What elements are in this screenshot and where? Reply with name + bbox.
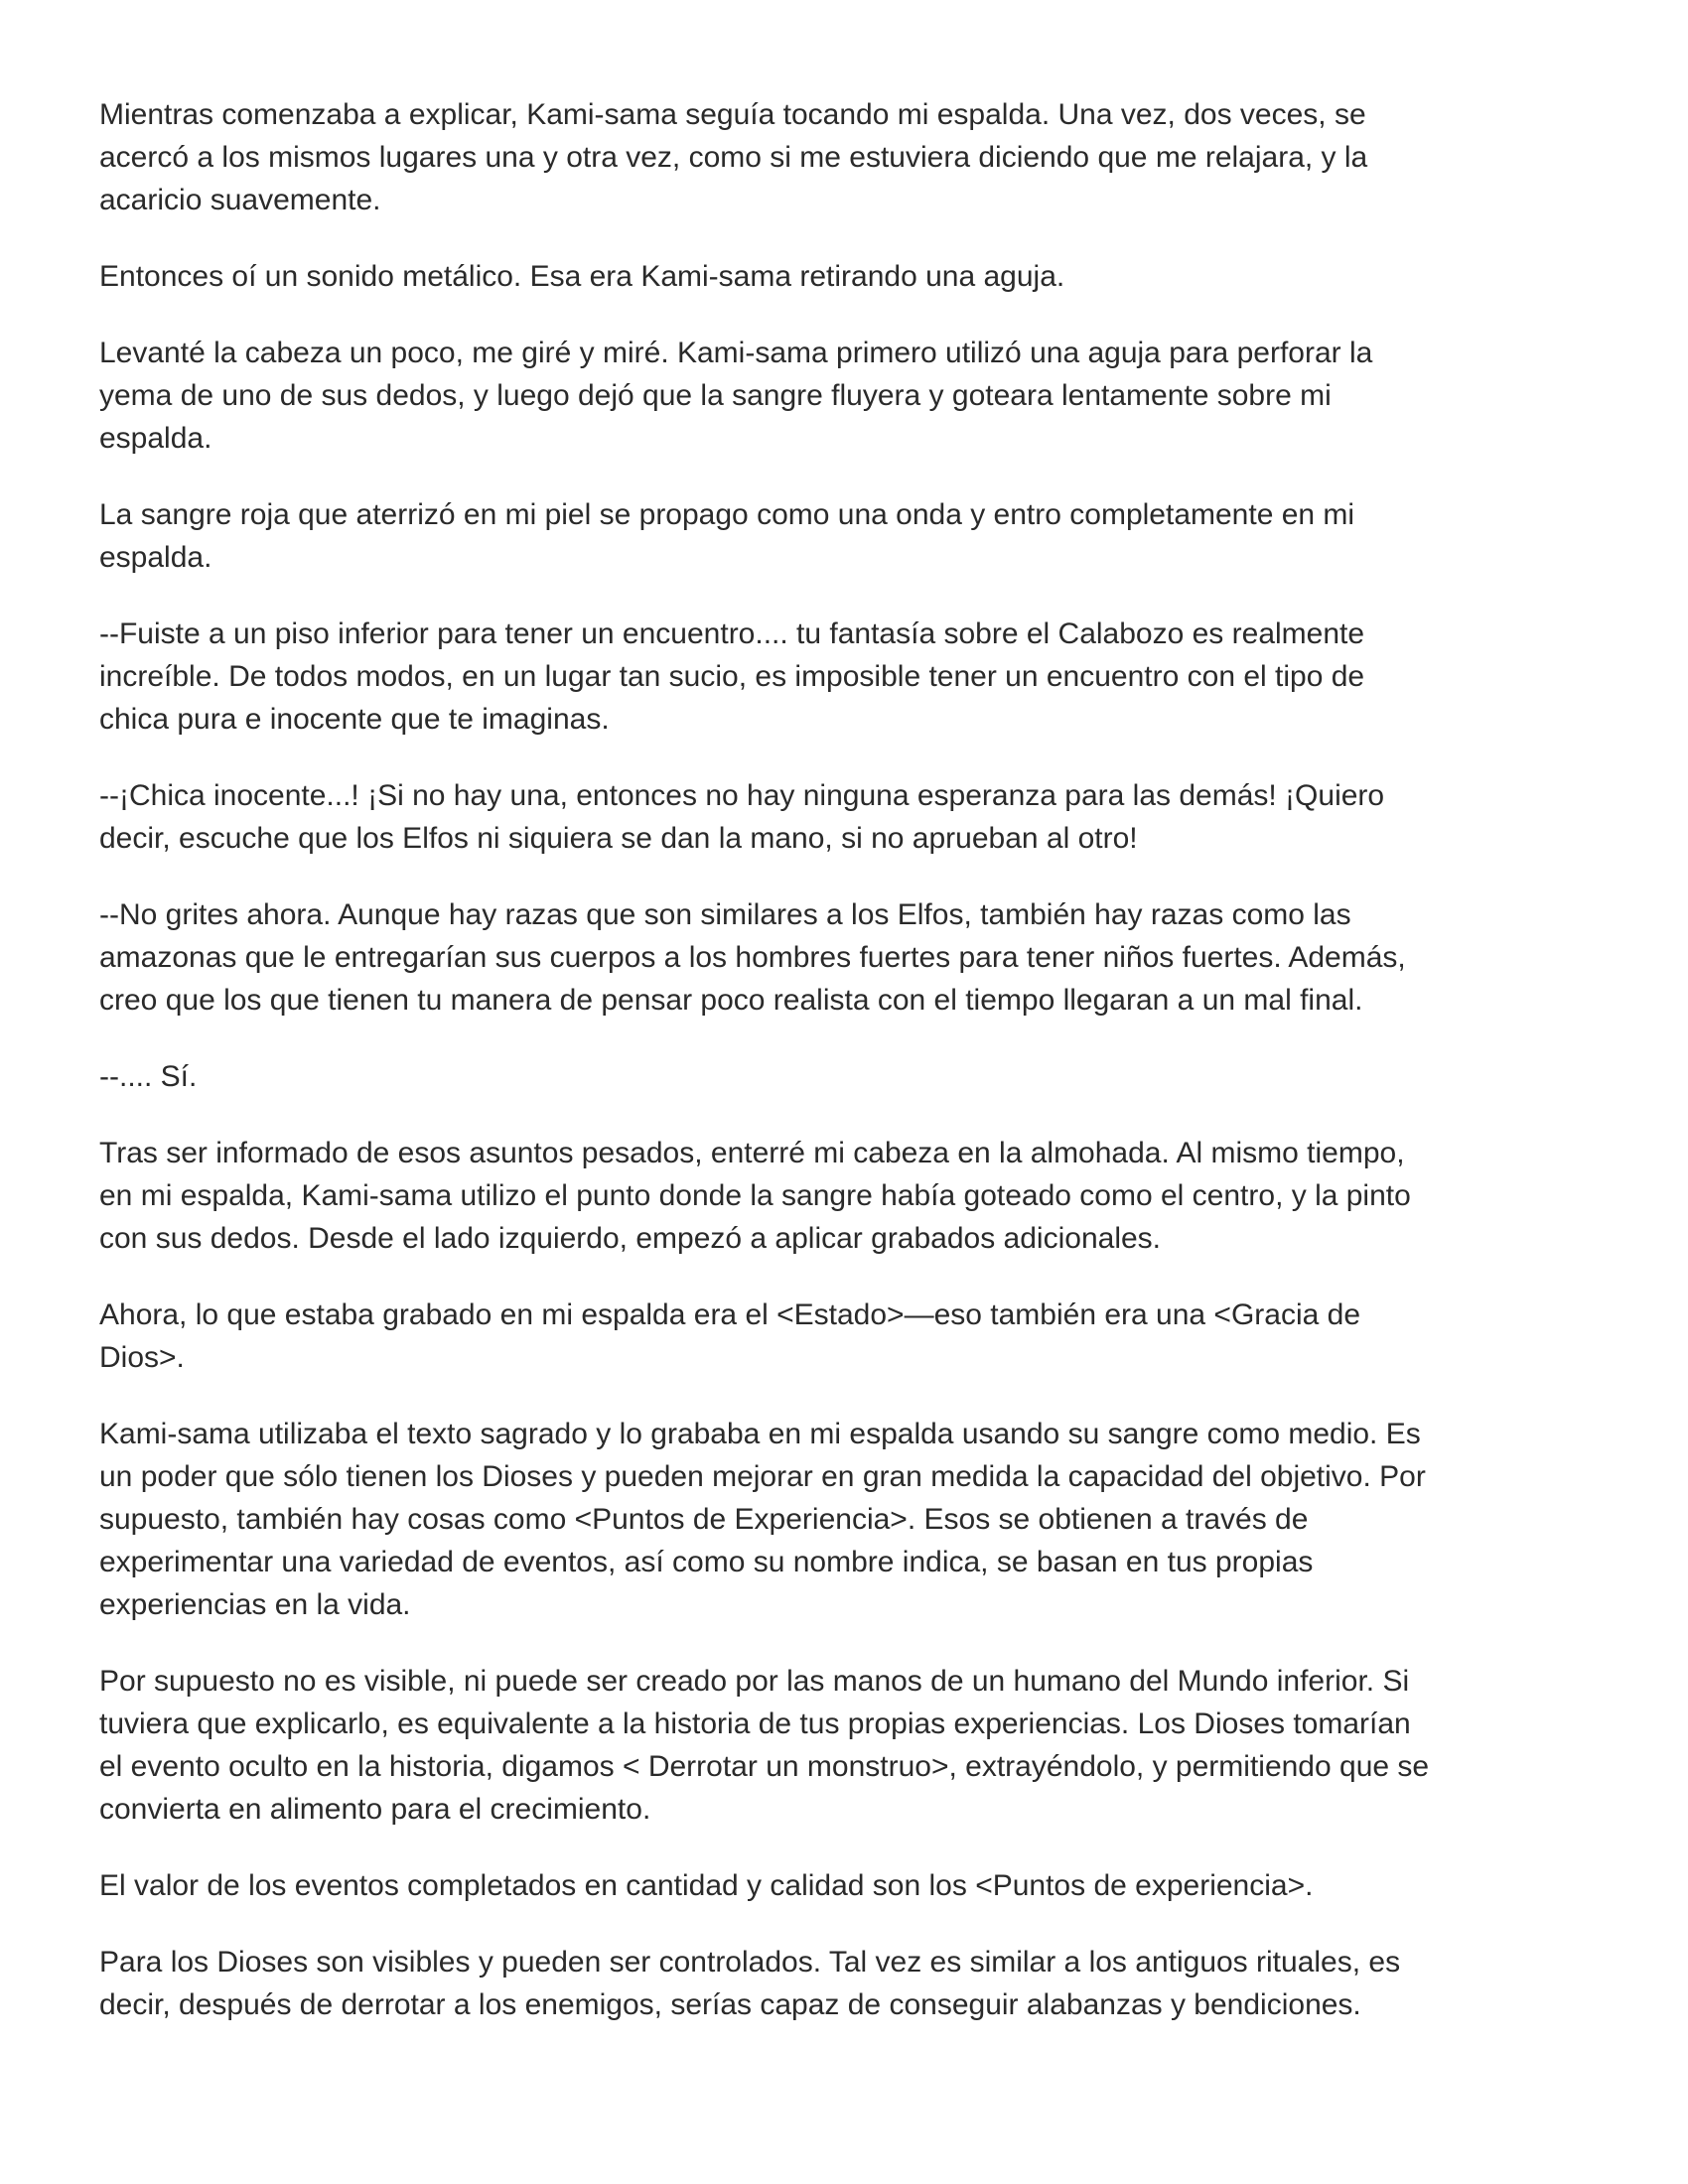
paragraph [99,255,1628,298]
text-line: creo que los que tienen tu manera de pensar poco realista con el tiempo llegaran a un mal final. [99,984,1363,1017]
text-line: con sus dedos. Desde el lado izquierdo, empezó a aplicar grabados adicionales. [99,1222,1161,1255]
paragraph [99,1864,1628,1907]
text-line: --Fuiste a un piso inferior para tener un encuentro.... tu fantasía sobre el Calabozo es realmente [99,617,1365,650]
text-line: Kami-sama utilizaba el texto sagrado y lo grababa en mi espalda usando su sangre como medio. Es [99,1418,1421,1450]
paragraph [99,1941,1628,2026]
text-line: chica pura e inocente que te imaginas. [99,703,610,736]
text-line: amazonas que le entregarían sus cuerpos a los hombres fuertes para tener niños fuertes. Además, [99,941,1406,974]
text-line: Levanté la cabeza un poco, me giré y miré. Kami-sama primero utilizó una aguja para perforar la [99,337,1373,369]
text-line: el evento oculto en la historia, digamos < Derrotar un monstruo>, extrayéndolo, y permitiendo que se [99,1750,1430,1783]
text-line: --.... Sí. [99,1060,198,1093]
text-line: Por supuesto no es visible, ni puede ser creado por las manos de un humano del Mundo inferior. Si [99,1665,1410,1698]
document-page [99,93,1628,2060]
text-line: supuesto, también hay cosas como <Puntos de Experiencia>. Esos se obtienen a través de [99,1503,1309,1536]
text-line: tuviera que explicarlo, es equivalente a la historia de tus propias experiencias. Los Dioses tomarían [99,1707,1411,1740]
text-line: decir, después de derrotar a los enemigos, serías capaz de conseguir alabanzas y bendiciones. [99,1988,1361,2021]
paragraph [99,93,1628,221]
text-line: acaricio suavemente. [99,184,381,216]
text-line: Ahora, lo que estaba grabado en mi espalda era el <Estado>—eso también era una <Gracia de [99,1298,1361,1331]
text-line: experiencias en la vida. [99,1588,411,1621]
text-line: en mi espalda, Kami-sama utilizo el punto donde la sangre había goteado como el centro, y la pinto [99,1179,1411,1212]
paragraph [99,1294,1628,1379]
text-line: Mientras comenzaba a explicar, Kami-sama seguía tocando mi espalda. Una vez, dos veces, se [99,98,1366,131]
paragraph [99,774,1628,860]
text-line: La sangre roja que aterrizó en mi piel se propago como una onda y entro completamente en mi [99,498,1355,531]
paragraph [99,1413,1628,1626]
text-line: Para los Dioses son visibles y pueden ser controlados. Tal vez es similar a los antiguos rituales, es [99,1946,1401,1979]
paragraph [99,1055,1628,1098]
paragraph [99,1132,1628,1260]
paragraph [99,493,1628,579]
text-line: Dios>. [99,1341,185,1374]
paragraph [99,893,1628,1022]
text-line: espalda. [99,541,212,574]
text-line: un poder que sólo tienen los Dioses y pueden mejorar en gran medida la capacidad del objetivo. Por [99,1460,1426,1493]
text-line: experimentar una variedad de eventos, así como su nombre indica, se basan en tus propias [99,1546,1314,1578]
text-line: yema de uno de sus dedos, y luego dejó que la sangre fluyera y goteara lentamente sobre mi [99,379,1332,412]
paragraph [99,332,1628,460]
text-line: Entonces oí un sonido metálico. Esa era Kami-sama retirando una aguja. [99,260,1065,293]
text-line: Tras ser informado de esos asuntos pesados, enterré mi cabeza en la almohada. Al mismo tiempo, [99,1137,1405,1169]
paragraph [99,613,1628,741]
text-line: decir, escuche que los Elfos ni siquiera se dan la mano, si no aprueban al otro! [99,822,1138,855]
text-line: --No grites ahora. Aunque hay razas que son similares a los Elfos, también hay razas como las [99,898,1351,931]
text-line: El valor de los eventos completados en cantidad y calidad son los <Puntos de experiencia>. [99,1869,1314,1902]
text-line: espalda. [99,422,212,455]
text-line: increíble. De todos modos, en un lugar tan sucio, es imposible tener un encuentro con el tipo de [99,660,1365,693]
paragraph [99,1660,1628,1831]
text-line: --¡Chica inocente...! ¡Si no hay una, entonces no hay ninguna esperanza para las demás! ¡Quiero [99,779,1385,812]
text-line: convierta en alimento para el crecimiento. [99,1793,651,1826]
text-line: acercó a los mismos lugares una y otra vez, como si me estuviera diciendo que me relajara, y la [99,141,1368,174]
